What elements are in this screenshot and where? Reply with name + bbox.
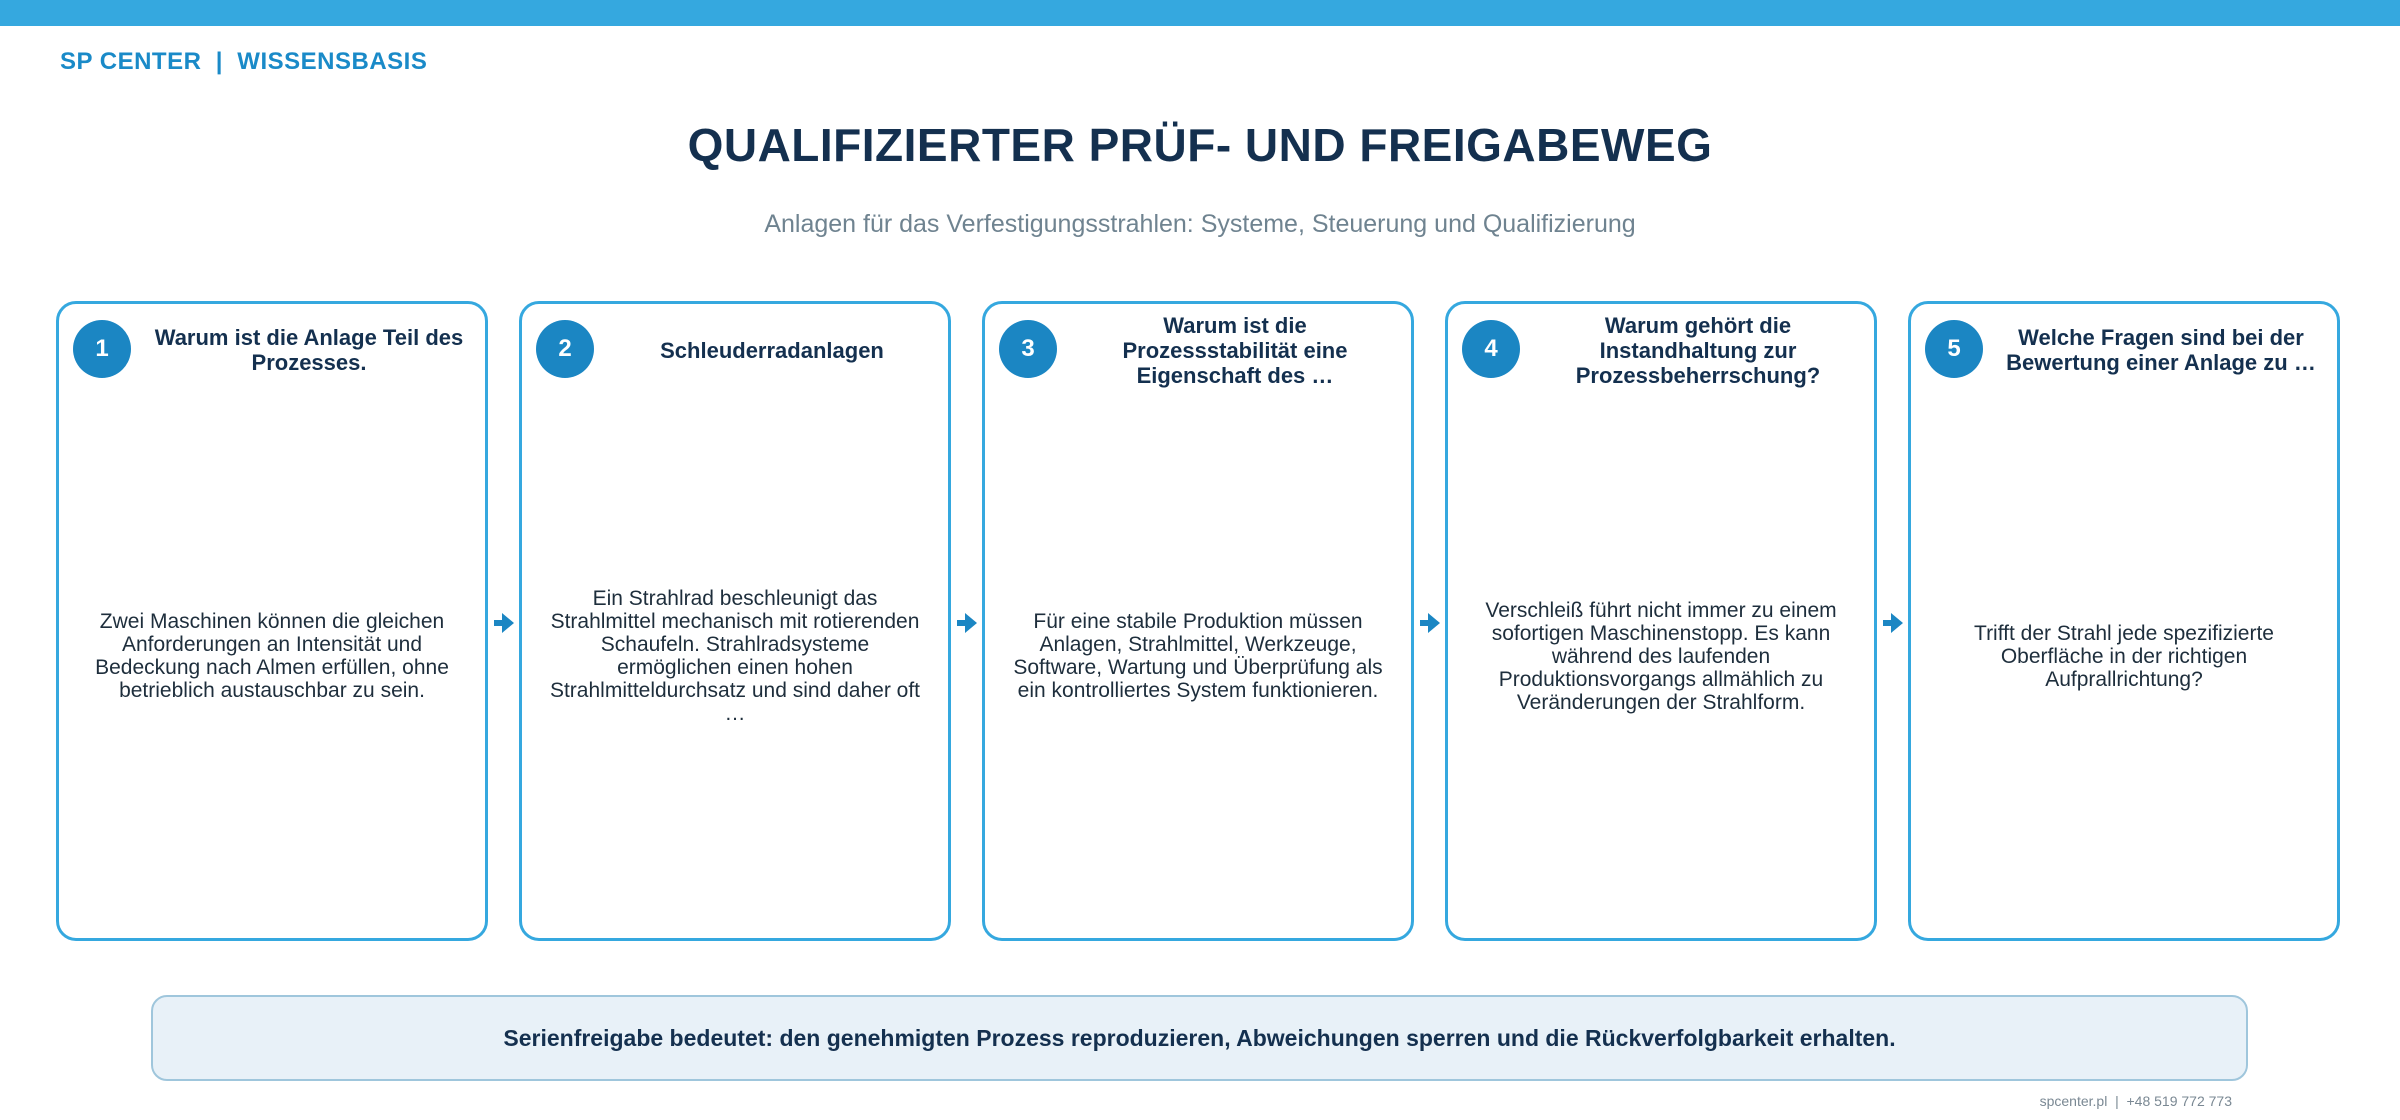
- step-title: Warum ist die Prozessstabilität eine Eigenschaft des …: [1122, 312, 1348, 388]
- page-subtitle: Anlagen für das Verfestigungsstrahlen: Systeme, Steuerung und Qualifizierung: [764, 210, 1636, 238]
- step-number-badge: 3: [999, 320, 1057, 378]
- step-body: Verschleiß führt nicht immer zu einem sofortigen Maschinenstopp. Es kann während des laufenden Produktionsvorgangs allmählich zu Veränderungen der Strahlform.: [1485, 598, 1837, 714]
- brand-label: SP CENTER | WISSENSBASIS: [60, 48, 428, 75]
- arrow-right-icon: [1420, 611, 1440, 635]
- step-title: Welche Fragen sind bei der Bewertung einer Anlage zu …: [2006, 325, 2316, 375]
- contact-info: spcenter.pl | +48 519 772 773: [2039, 1093, 2232, 1109]
- step-body: Trifft der Strahl jede spezifizierte Oberfläche in der richtigen Aufprallrichtung?: [1974, 621, 2274, 691]
- top-accent-bar: [0, 0, 2400, 26]
- step-card-5: [1908, 301, 2340, 941]
- step-body: Ein Strahlrad beschleunigt das Strahlmittel mechanisch mit rotierenden Schaufeln. Strahlradsysteme ermöglichen einen hohen Strahlmitteldurchsatz und sind daher oft …: [549, 587, 921, 725]
- arrow-right-icon: [957, 611, 977, 635]
- arrow-right-icon: [494, 611, 514, 635]
- page-title: QUALIFIZIERTER PRÜF- UND FREIGABEWEG: [687, 119, 1713, 171]
- step-body: Für eine stabile Produktion müssen Anlagen, Strahlmittel, Werkzeuge, Software, Wartung und Überprüfung als ein kontrolliertes System funktionieren.: [1013, 610, 1383, 702]
- step-number-badge: 2: [536, 320, 594, 378]
- step-number-badge: 4: [1462, 320, 1520, 378]
- release-statement: Serienfreigabe bedeutet: den genehmigten Prozess reproduzieren, Abweichungen sperren und die Rückverfolgbarkeit erhalten.: [151, 995, 2248, 1081]
- step-card-4: [1445, 301, 1877, 941]
- step-title: Schleuderradanlagen: [660, 337, 884, 363]
- step-title: Warum gehört die Instandhaltung zur Prozessbeherrschung?: [1575, 312, 1821, 388]
- step-card-3: [982, 301, 1414, 941]
- step-title: Warum ist die Anlage Teil des Prozesses.: [154, 325, 464, 375]
- step-card-1: [56, 301, 488, 941]
- step-card-2: [519, 301, 951, 941]
- arrow-right-icon: [1883, 611, 1903, 635]
- step-number-badge: 1: [73, 320, 131, 378]
- step-number-badge: 5: [1925, 320, 1983, 378]
- step-body: Zwei Maschinen können die gleichen Anforderungen an Intensität und Bedeckung nach Almen erfüllen, ohne betrieblich austauschbar zu sein.: [95, 610, 449, 702]
